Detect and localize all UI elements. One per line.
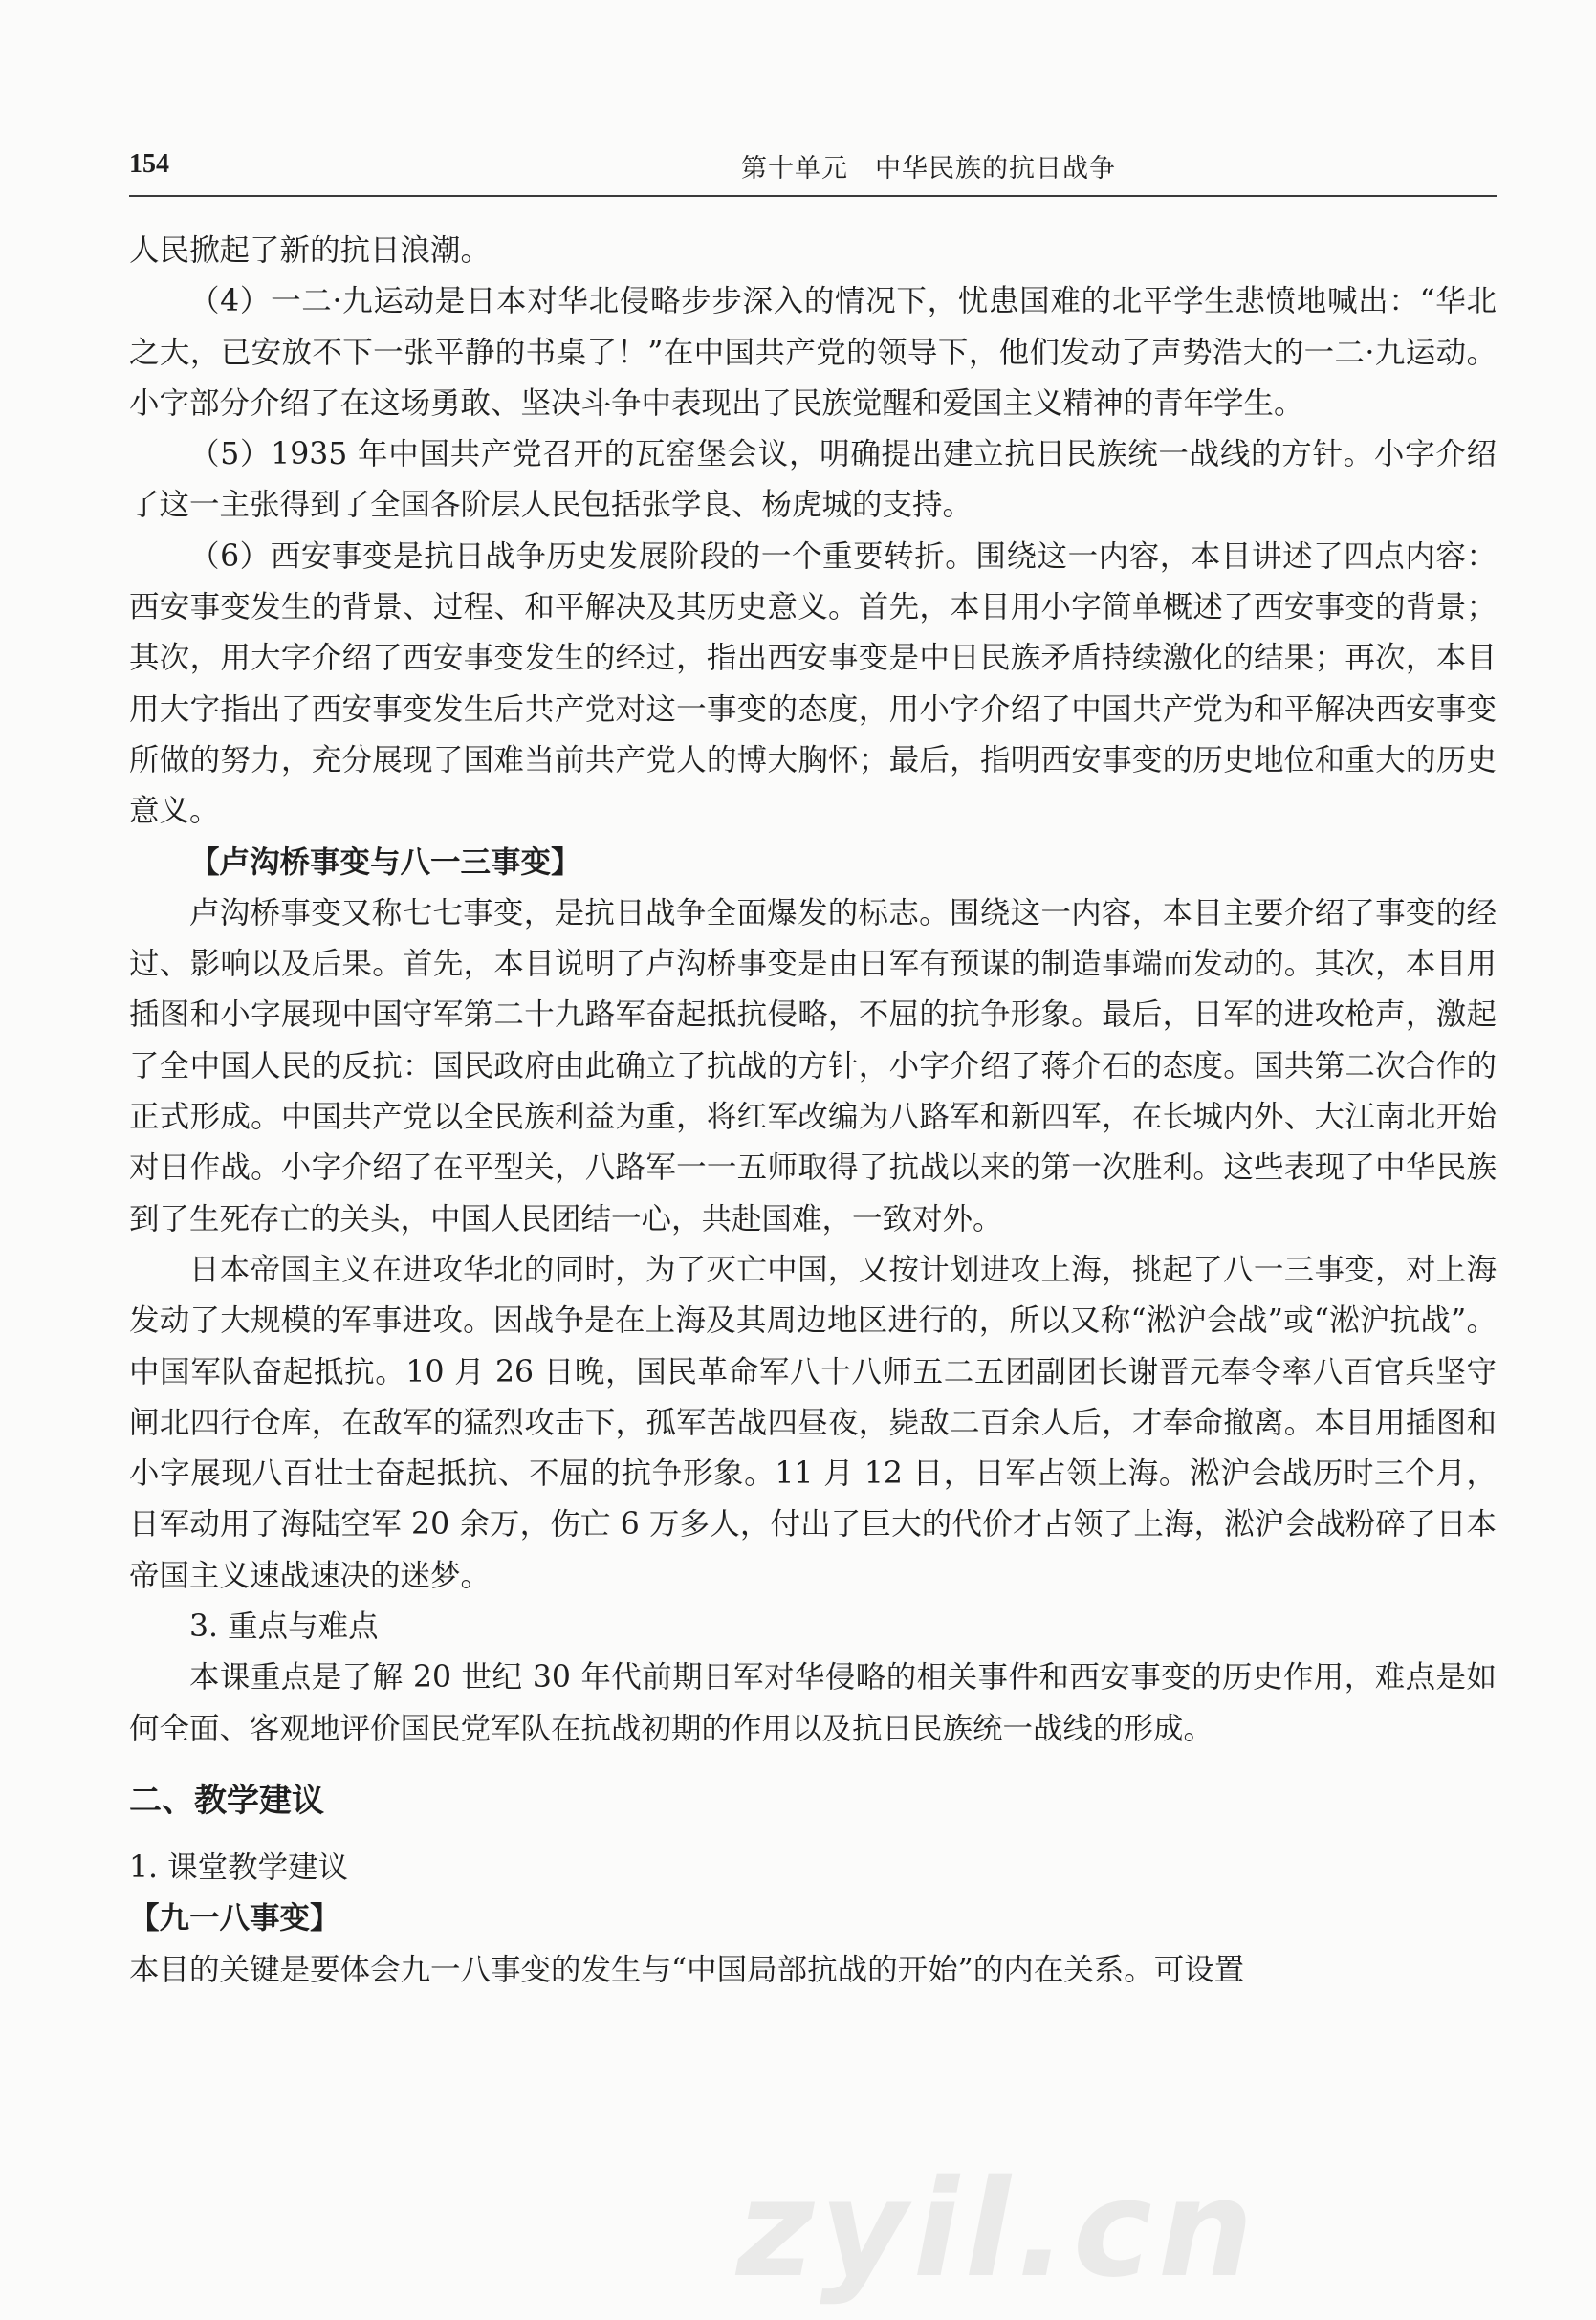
paragraph-item-5: （5）1935 年中国共产党召开的瓦窑堡会议，明确提出建立抗日民族统一战线的方针。小字介绍了这一主张得到了全国各阶层人民包括张学良、杨虎城的支持。 (129, 437, 1497, 523)
section-heading-teaching: 二、教学建议 (129, 1781, 324, 1820)
paragraph-basanshibian: 日本帝国主义在进攻华北的同时，为了灭亡中国，又按计划进攻上海，挑起了八一三事变，对上海发动了大规模的军事进攻。因战争是在上海及其周边地区进行的，所以又称“淞沪会战”或“淞沪抗战”。中国军队奋起抵抗。10 月 26 日晚，国民革命军八十八师五二五团副团长谢晋元奉令率八百官兵坚守闸北四行仓库，在敌军的猛烈攻击下，孤军苦战四昼夜，毙敌二百余人后，才奉命撤离。本目用插图和小字展现八百壮士奋起抵抗、不屈的抗争形象。11 月 12 日，日军占领上海。淞沪会战历时三个月，日军动用了海陆空军 20 余万，伤亡 6 万多人，付出了巨大的代价才占领了上海，淞沪会战粉碎了日本帝国主义速战速决的迷梦。 (129, 1252, 1497, 1593)
paragraph-continued: 人民掀起了新的抗日浪潮。 (129, 233, 492, 268)
subheading-lugouqiao: 【卢沟桥事变与八一三事变】 (189, 844, 581, 880)
subheading-classroom: 1. 课堂教学建议 (129, 1849, 349, 1885)
page-number: 154 (129, 149, 169, 179)
paragraph-lugouqiao: 卢沟桥事变又称七七事变，是抗日战争全面爆发的标志。围绕这一内容，本目主要介绍了事变的经过、影响以及后果。首先，本目说明了卢沟桥事变是由日军有预谋的制造事端而发动的。其次，本目用插图和小字展现中国守军第二十九路军奋起抵抗侵略，不屈的抗争形象。最后，日军的进攻枪声，激起了全中国人民的反抗：国民政府由此确立了抗战的方针，小字介绍了蒋介石的态度。国共第二次合作的正式形成。中国共产党以全民族利益为重，将红军改编为八路军和新四军，在长城内外、大江南北开始对日作战。小字介绍了在平型关，八路军一一五师取得了抗战以来的第一次胜利。这些表现了中华民族到了生死存亡的关头，中国人民团结一心，共赴国难，一致对外。 (129, 895, 1497, 1237)
running-title: 第十单元 中华民族的抗日战争 (741, 154, 1116, 184)
paragraph-item-4: （4）一二·九运动是日本对华北侵略步步深入的情况下，忧患国难的北平学生悲愤地喊出：“华北之大，已安放不下一张平静的书桌了！”在中国共产党的领导下，他们发动了声势浩大的一二·九运动。小字部分介绍了在这场勇敢、坚决斗争中表现出了民族觉醒和爱国主义精神的青年学生。 (129, 284, 1497, 421)
subheading-918: 【九一八事变】 (129, 1901, 340, 1937)
subheading-key-points: 3. 重点与难点 (189, 1609, 379, 1645)
paragraph-item-6: （6）西安事变是抗日战争历史发展阶段的一个重要转折。围绕这一内容，本目讲述了四点内容：西安事变发生的背景、过程、和平解决及其历史意义。首先，本目用小字简单概述了西安事变的背景；其次，用大字介绍了西安事变发生的经过，指出西安事变是中日民族矛盾持续激化的结果；再次，本目用大字指出了西安事变发生后共产党对这一事变的态度，用小字介绍了中国共产党为和平解决西安事变所做的努力，充分展现了国难当前共产党人的博大胸怀；最后，指明西安事变的历史地位和重大的历史意义。 (129, 538, 1497, 829)
watermark: zyil.cn (736, 2152, 1259, 2308)
paragraph-918: 本目的关键是要体会九一八事变的发生与“中国局部抗战的开始”的内在关系。可设置 (129, 1952, 1245, 1987)
page-body (129, 226, 1497, 1996)
header-divider (129, 195, 1497, 197)
paragraph-key-points: 本课重点是了解 20 世纪 30 年代前期日军对华侵略的相关事件和西安事变的历史作用，难点是如何全面、客观地评价国民党军队在抗战初期的作用以及抗日民族统一战线的形成。 (129, 1660, 1497, 1746)
page-header (129, 143, 1497, 201)
